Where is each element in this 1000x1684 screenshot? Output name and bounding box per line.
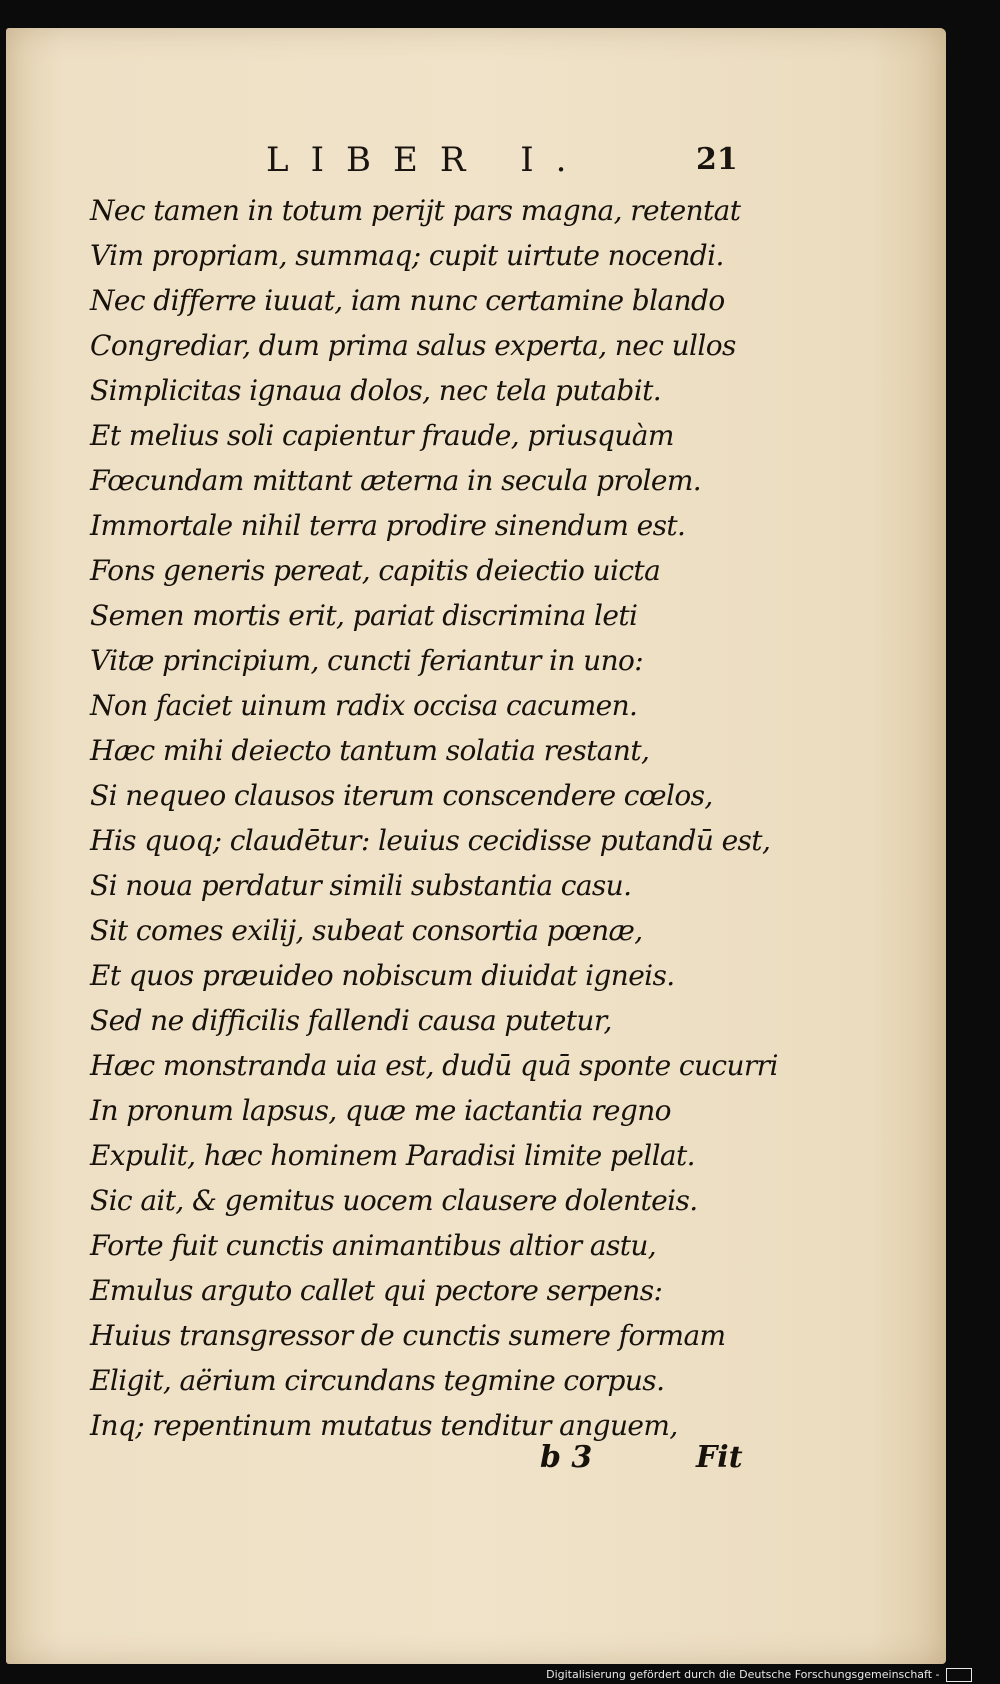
- page-footer: [6, 1440, 946, 1490]
- verse-line: In pronum lapsus, quæ me iactantia regno: [90, 1094, 671, 1127]
- verse-line: Vitæ principium, cuncti feriantur in uno:: [90, 644, 644, 677]
- verse-line: Simplicitas ignaua dolos, nec tela putabit.: [90, 374, 662, 407]
- digitization-credit: [546, 1666, 972, 1684]
- verse-line: Non faciet uinum radix occisa cacumen.: [90, 689, 638, 722]
- verse-line: Fons generis pereat, capitis deiectio uicta: [90, 554, 661, 587]
- dfg-logo-icon: [946, 1668, 972, 1682]
- verse-line: Sed ne difficilis fallendi causa putetur,: [90, 1004, 612, 1037]
- verse-line: Hæc monstranda uia est, dudū quā sponte cucurri: [90, 1049, 778, 1082]
- verse-list: [90, 188, 910, 1448]
- verse-line: Expulit, hæc hominem Paradisi limite pellat.: [90, 1139, 695, 1172]
- verse-line: Nec tamen in totum perijt pars magna, retentat: [90, 194, 741, 227]
- verse-line: Si noua perdatur simili substantia casu.: [90, 869, 632, 902]
- verse-line: Sit comes exilij, subeat consortia pœnæ,: [90, 914, 643, 947]
- verse-line: Vim propriam, summaq; cupit uirtute nocendi.: [90, 239, 724, 272]
- verse-line: His quoq; claudētur: leuius cecidisse putandū est,: [90, 824, 771, 857]
- verse-line: Hæc mihi deiecto tantum solatia restant,: [90, 734, 650, 767]
- book-page: [6, 28, 946, 1664]
- verse-line: Semen mortis erit, pariat discrimina leti: [90, 599, 638, 632]
- credit-text: Digitalisierung gefördert durch die Deutsche Forschungsgemeinschaft -: [546, 1668, 940, 1681]
- verse-line: Eligit, aërium circundans tegmine corpus.: [90, 1364, 665, 1397]
- verse-line: Immortale nihil terra prodire sinendum est.: [90, 509, 686, 542]
- verse-line: Emulus arguto callet qui pectore serpens:: [90, 1274, 663, 1307]
- verse-line: Fœcundam mittant æterna in secula prolem.: [90, 464, 702, 497]
- verse-line: Forte fuit cunctis animantibus altior astu,: [90, 1229, 657, 1262]
- verse-line: Nec differre iuuat, iam nunc certamine blando: [90, 284, 725, 317]
- verse-line: Et quos præuideo nobiscum diuidat igneis.: [90, 959, 675, 992]
- verse-line: Et melius soli capientur fraude, priusquàm: [90, 419, 674, 452]
- signature-mark: b 3: [540, 1440, 593, 1475]
- page-number: 21: [696, 142, 738, 177]
- running-head: LIBER I.: [266, 140, 589, 180]
- verse-line: Si nequeo clausos iterum conscendere cœlos,: [90, 779, 713, 812]
- verse-line: Inq; repentinum mutatus tenditur anguem,: [90, 1409, 678, 1442]
- verse-line: Congrediar, dum prima salus experta, nec ullos: [90, 329, 736, 362]
- verse-line: Huius transgressor de cunctis sumere formam: [90, 1319, 726, 1352]
- verse-line: Sic ait, & gemitus uocem clausere dolenteis.: [90, 1184, 698, 1217]
- catchword: Fit: [696, 1440, 743, 1475]
- page-header: [6, 136, 946, 186]
